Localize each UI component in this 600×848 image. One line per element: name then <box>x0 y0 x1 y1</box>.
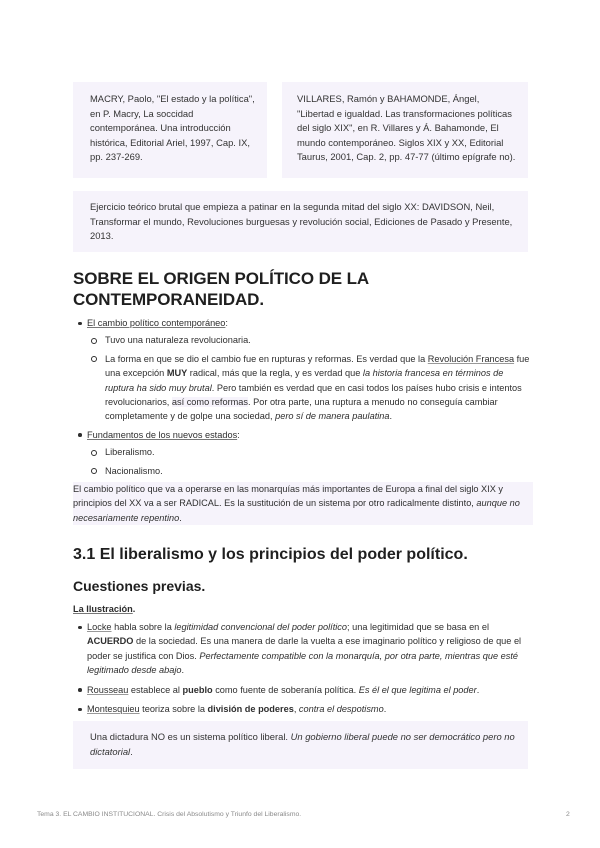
montesquieu-text-2: , <box>293 704 299 715</box>
ilustracion-body <box>73 620 533 721</box>
rupturas-text-1: La forma en que se dio el cambio fue en rupturas y reformas. Es verdad que la <box>105 353 428 364</box>
ilustracion-label <box>73 602 135 616</box>
montesquieu-bold: división de poderes <box>207 704 294 715</box>
origin-section-body <box>73 316 533 525</box>
locke-bold: ACUERDO <box>87 636 134 647</box>
list-item-rousseau <box>73 683 533 697</box>
reference-macry <box>73 82 267 178</box>
rupturas-highlight: así como reformas <box>171 397 248 408</box>
origin-bullet-list <box>73 316 533 478</box>
thinkers-list <box>73 620 533 716</box>
summary-italic: aunque no necesariamente repentino <box>73 498 520 523</box>
cambio-sublist <box>87 333 533 423</box>
rousseau-text-1: establece al <box>128 684 183 695</box>
list-item-rupturas <box>87 352 533 424</box>
rupturas-text-2: fue una excepción <box>105 353 530 379</box>
dictadura-end: . <box>130 745 133 757</box>
summary-end: . <box>179 512 182 523</box>
rupturas-text-3: radical, más que la regla, y es verdad que <box>187 368 363 379</box>
section-title: SOBRE EL ORIGEN POLÍTICO DE LA CONTEMPORANEIDAD. <box>73 269 369 309</box>
montesquieu-text-1: teoriza sobre la <box>139 704 208 715</box>
cambio-label: El cambio político contemporáneo <box>87 318 226 328</box>
dictadura-italic: Un gobierno liberal puede no ser democrático pero no dictatorial <box>90 731 515 757</box>
rousseau-italic: Es él el que legitima el poder <box>358 684 477 695</box>
heading-cuestiones: Cuestiones previas. <box>73 578 206 594</box>
locke-end: . <box>181 665 185 676</box>
exercise-text: Ejercicio teórico brutal que empieza a patinar en la segunda mitad del siglo XX: DAVIDSON, Neil, Transformar el mundo, Revoluciones burguesas y revolución social, Ediciones de Pasado y Presente, 2013. <box>90 201 513 242</box>
reference-macry-text: MACRY, Paolo, "El estado y la política", en P. Macry, La soccidad contemporánea. Una introducción histórica, Editorial Ariel, 1997, Cap. IX, pp. 237-269. <box>90 93 255 163</box>
list-item-nacionalismo: Nacionalismo. <box>87 464 533 478</box>
dictadura-callout <box>73 721 528 769</box>
locke-text-2: ; una legitimidad que se basa en el <box>347 622 489 632</box>
montesquieu-link[interactable]: Montesquieu <box>87 704 140 715</box>
reference-villares-text: VILLARES, Ramón y BAHAMONDE, Ángel, "Libertad e igualdad. Las transformaciones políticas del siglo XIX", en R. Villares y Á. Bahamonde, El mundo contemporáneo. Siglos XIX y XX, Editorial Taurus, 2001, Cap. 2, pp. 47-77 (último epígrafe no). <box>297 93 516 163</box>
rupturas-italic-1: la historia francesa en términos de ruptura ha sido muy brutal <box>105 368 504 393</box>
list-item-montesquieu <box>73 702 533 716</box>
list-item-fundamentos <box>73 428 533 478</box>
heading-3-1: 3.1 El liberalismo y los principios del poder político. <box>73 546 468 563</box>
page-footer: Tema 3. EL CAMBIO INSTITUCIONAL. Crisis del Absolutismo y Triunfo del Liberalismo. <box>37 811 302 818</box>
rupturas-text-5: . Por otra parte, una ruptura a menudo no conseguía cambiar completamente y de golpe una sociedad, <box>105 397 498 422</box>
fundamentos-label: Fundamentos de los nuevos estados <box>87 429 238 440</box>
cambio-colon: : <box>225 318 228 328</box>
locke-text-3: de la sociedad. Es una manera de darle la vuelta a ese imaginario político y religioso de que el poder se justifica con Dios. <box>87 636 522 661</box>
fundamentos-colon: : <box>237 429 240 440</box>
rousseau-bold: pueblo <box>182 684 213 695</box>
list-item-liberalismo: Liberalismo. <box>87 445 533 459</box>
rupturas-text-4: . Pero también es verdad que en casi todos los países hubo crisis e intentos revolucionarios, <box>105 382 522 408</box>
reference-villares <box>282 82 528 178</box>
rupturas-text-6: . <box>389 411 393 422</box>
list-item-locke <box>73 620 533 678</box>
ilustracion-text: La Ilustración <box>73 604 133 614</box>
list-item-naturaleza: Tuvo una naturaleza revolucionaria. <box>87 333 533 347</box>
montesquieu-end: . <box>383 704 387 715</box>
locke-italic-2: Perfectamente compatible con la monarquía, por otra parte, mientras que esté legitimado desde abajo <box>87 650 519 676</box>
exercise-callout <box>73 191 528 252</box>
ilustracion-end: . <box>132 604 136 614</box>
fundamentos-sublist <box>87 445 533 478</box>
rupturas-italic-2: pero sí de manera paulatina <box>275 411 390 422</box>
dictadura-text: Una dictadura NO es un sistema político liberal. <box>90 731 291 742</box>
locke-text-1: habla sobre la <box>111 622 175 632</box>
summary-paragraph <box>73 482 533 525</box>
rupturas-bold-muy: MUY <box>166 368 188 379</box>
list-item-cambio <box>73 316 533 424</box>
locke-italic-1: legitimidad convencional del poder político <box>174 622 347 632</box>
revolucion-francesa-link[interactable]: Revolución Francesa <box>427 353 515 364</box>
montesquieu-italic: contra el despotismo <box>298 704 384 715</box>
summary-text: El cambio político que va a operarse en las monarquías más importantes de Europa a final del siglo XIX y principios del XX va a ser RADICAL. Es la sustitución de un sistema por otro radicalmente distinto, <box>73 484 504 509</box>
page-number: 2 <box>566 811 570 818</box>
locke-link[interactable]: Locke <box>87 622 112 632</box>
rousseau-link[interactable]: Rousseau <box>87 684 129 695</box>
rousseau-end: . <box>476 684 480 695</box>
rousseau-text-2: como fuente de soberanía política. <box>212 684 359 695</box>
